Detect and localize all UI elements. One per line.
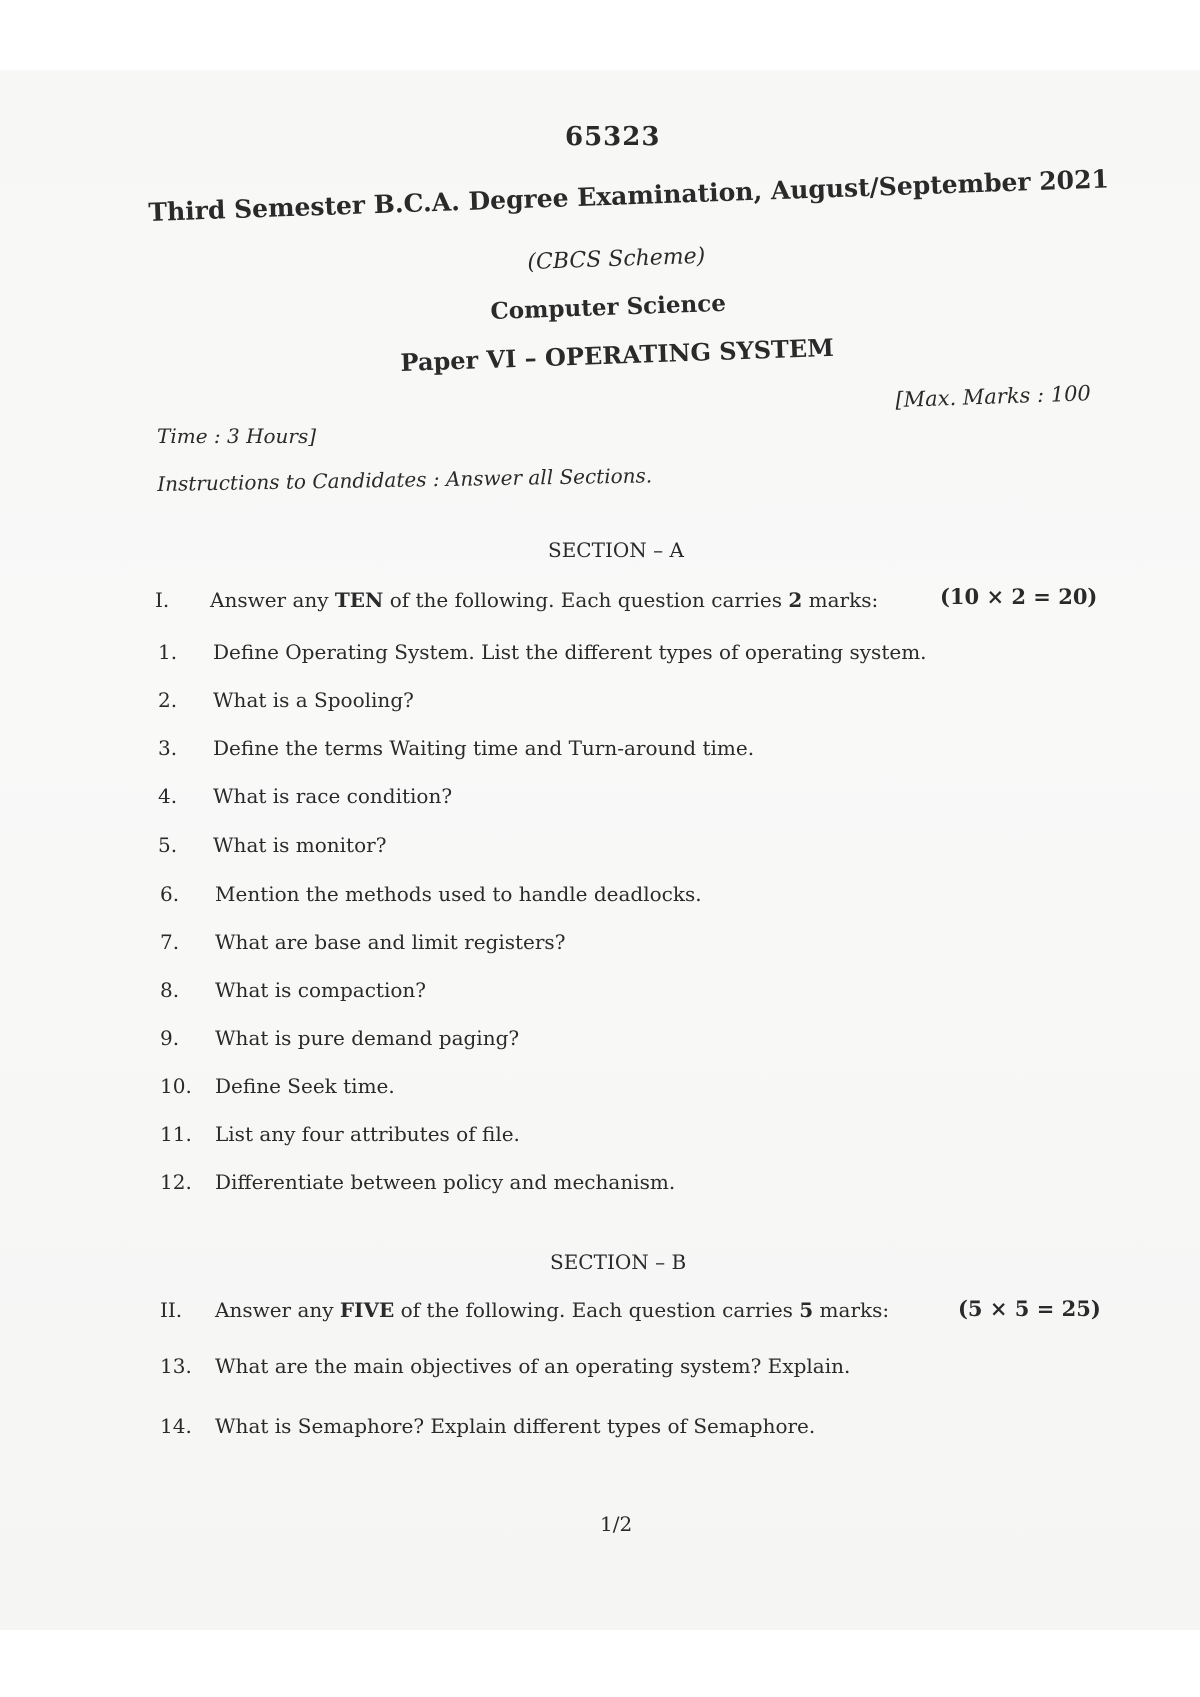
section-b-instruction [160,1298,940,1326]
section-a-instruction [155,588,935,616]
exam-title: Third Semester B.C.A. Degree Examination, August/September 2021 [148,164,1110,227]
paper-name: Paper VI – OPERATING SYSTEM [400,332,835,377]
exam-paper-page: 65323 Third Semester B.C.A. Degree Examination, August/September 2021 (CBCS Scheme) Computer Science Paper VI – OPERATING SYSTEM [Max. Marks : 100 Time : 3 Hours] Instructions to Candidates : Answer all Sections. SECTION – A I. Answer any TEN of the following. Each question carries 2 marks: (10 × 2 = 20) 1. Define Operating System. List the different types of operating system. 2. What is a Spooling? 3. Define the terms Waiting time and Turn-around time. 4. What is race condition? 5. What is monitor? 6. Mention the methods used to handle deadlocks. 7. What are base and limit registers? 8. What is compaction? 9. What is pure demand paging? 10. Define Seek time. 11. List any four attributes of file. 12. Differentiate between policy and mechanism. SECTION – B II. Answer any FIVE of the following. Each question carries 5 marks: (5 × 5 = 25) 13. What are the main objectives of an operating system? Explain. 14. What is Semaphore? Explain different types of Semaphore. 1/2 [0,70,1200,1630]
paper-code: 65323 [565,122,661,152]
section-a-marks: (10 × 2 = 20) [940,584,1098,609]
exam-subject: Computer Science [490,289,727,325]
section-b-heading: SECTION – B [550,1250,687,1274]
candidate-instructions: Instructions to Candidates : Answer all Sections. [157,463,653,496]
part-number: I. [155,588,170,612]
part-instruction: Answer any TEN of the following. Each question carries 2 marks: [210,588,879,612]
section-b-marks: (5 × 5 = 25) [958,1296,1101,1321]
page-number: 1/2 [600,1512,633,1536]
max-marks: [Max. Marks : 100 [895,381,1092,412]
part-number: II. [160,1298,183,1322]
part-instruction: Answer any FIVE of the following. Each question carries 5 marks: [215,1298,890,1322]
exam-scheme: (CBCS Scheme) [527,243,706,275]
section-a-heading: SECTION – A [548,538,684,562]
exam-time: Time : 3 Hours] [157,424,317,448]
